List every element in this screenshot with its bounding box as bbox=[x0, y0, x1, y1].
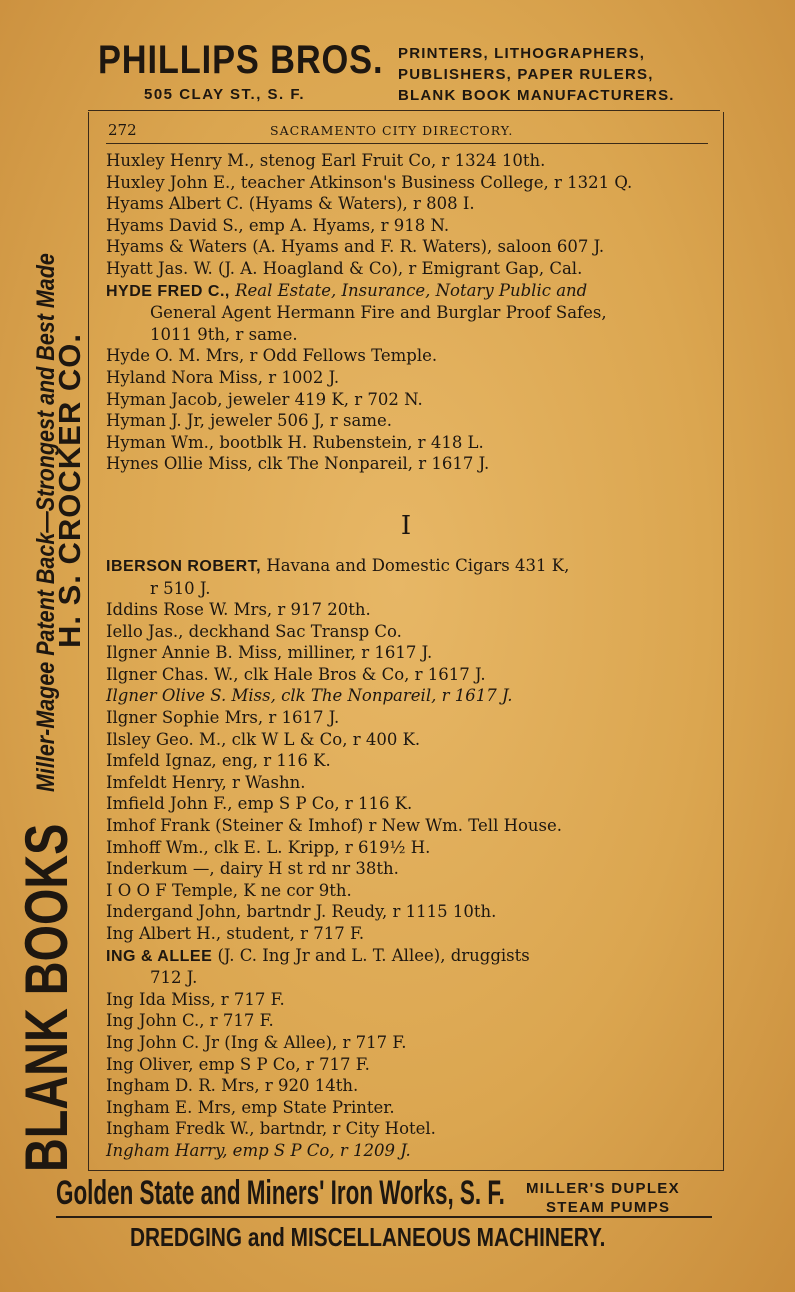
entry-continuation: 712 J. bbox=[150, 968, 198, 988]
directory-entry: Hyman Jacob, jeweler 419 K, r 702 N. bbox=[106, 389, 423, 409]
directory-entry: Imhoff Wm., clk E. L. Kripp, r 619½ H. bbox=[106, 837, 431, 857]
footer-bottom-line: DREDGING and MISCELLANEOUS MACHINERY. bbox=[130, 1222, 606, 1252]
entry-lead-name: HYDE FRED C., bbox=[106, 282, 230, 300]
directory-entry: Indergand John, bartndr J. Reudy, r 1115 10th. bbox=[106, 902, 497, 922]
directory-entry: Ilgner Sophie Mrs, r 1617 J. bbox=[106, 708, 340, 728]
header-address: 505 CLAY ST., S. F. bbox=[144, 86, 306, 103]
entry-lead-name: ING & ALLEE bbox=[106, 947, 213, 965]
entry-text: (J. C. Ing Jr and L. T. Allee), druggists bbox=[212, 945, 530, 965]
directory-entry: Hyland Nora Miss, r 1002 J. bbox=[106, 367, 340, 387]
header-services-line-1: PRINTERS, LITHOGRAPHERS, bbox=[398, 45, 646, 62]
directory-entry: Imfield John F., emp S P Co, r 116 K. bbox=[106, 794, 413, 814]
directory-entry: Ing Oliver, emp S P Co, r 717 F. bbox=[106, 1054, 370, 1074]
entry-continuation: 1011 9th, r same. bbox=[150, 324, 298, 344]
header-divider bbox=[88, 110, 720, 111]
section-letter: I bbox=[400, 510, 412, 541]
directory-entries bbox=[106, 150, 716, 1162]
footer-company: Golden State and Miners' Iron Works, S. F. bbox=[56, 1174, 505, 1212]
directory-entry: Hyde O. M. Mrs, r Odd Fellows Temple. bbox=[106, 346, 438, 366]
directory-entry: Hyams David S., emp A. Hyams, r 918 N. bbox=[106, 215, 450, 235]
directory-entry: Hyams & Waters (A. Hyams and F. R. Waters), saloon 607 J. bbox=[106, 237, 605, 257]
directory-entry: Imhof Frank (Steiner & Imhof) r New Wm. Tell House. bbox=[106, 816, 563, 836]
directory-entry: Imfeld Ignaz, eng, r 116 K. bbox=[106, 751, 331, 771]
directory-entry: Iddins Rose W. Mrs, r 917 20th. bbox=[106, 600, 371, 620]
directory-entry: Huxley Henry M., stenog Earl Fruit Co, r 1324 10th. bbox=[106, 151, 546, 170]
directory-entry: Ingham E. Mrs, emp State Printer. bbox=[106, 1097, 395, 1117]
entry-continuation: r 510 J. bbox=[150, 578, 211, 598]
directory-entry: Ilgner Annie B. Miss, milliner, r 1617 J. bbox=[106, 643, 433, 663]
directory-entry: Ilsley Geo. M., clk W L & Co, r 400 K. bbox=[106, 729, 421, 749]
footer-product-line-2: STEAM PUMPS bbox=[546, 1199, 671, 1216]
header-brand: PHILLIPS BROS. bbox=[98, 38, 384, 82]
directory-entry bbox=[106, 945, 716, 968]
entry-text: Havana and Domestic Cigars 431 K, bbox=[261, 555, 570, 575]
directory-entry: Iello Jas., deckhand Sac Transp Co. bbox=[106, 621, 402, 641]
side-ad-tagline: Miller-Magee Patent Back—Strongest and Best Made bbox=[32, 253, 60, 793]
entry-spacer bbox=[106, 475, 716, 497]
header-services-line-2: PUBLISHERS, PAPER RULERS, bbox=[398, 66, 654, 83]
directory-entry: Hyman Wm., bootblk H. Rubenstein, r 418 L. bbox=[106, 432, 484, 452]
directory-entry: Ing Ida Miss, r 717 F. bbox=[106, 989, 285, 1009]
page-number: 272 bbox=[108, 121, 137, 139]
header-services-line-3: BLANK BOOK MANUFACTURERS. bbox=[398, 87, 675, 104]
directory-entry: Ingham Fredk W., bartndr, r City Hotel. bbox=[106, 1119, 436, 1139]
directory-entry: Hyman J. Jr, jeweler 506 J, r same. bbox=[106, 411, 392, 431]
footer-product-line-1: MILLER'S DUPLEX bbox=[526, 1180, 680, 1197]
directory-entry: Imfeldt Henry, r Washn. bbox=[106, 772, 306, 792]
directory-entry: Huxley John E., teacher Atkinson's Business College, r 1321 Q. bbox=[106, 172, 633, 192]
directory-entry: Ilgner Olive S. Miss, clk The Nonpareil, r 1617 J. bbox=[106, 686, 513, 706]
directory-entry: Ingham D. R. Mrs, r 920 14th. bbox=[106, 1076, 359, 1096]
directory-entry: Hyams Albert C. (Hyams & Waters), r 808 I. bbox=[106, 194, 475, 214]
directory-entry: Ing John C., r 717 F. bbox=[106, 1011, 274, 1031]
directory-entry: Hyatt Jas. W. (J. A. Hoagland & Co), r Emigrant Gap, Cal. bbox=[106, 258, 583, 278]
directory-entry: Ing Albert H., student, r 717 F. bbox=[106, 924, 365, 943]
running-head-divider bbox=[106, 143, 708, 144]
directory-entry: Ilgner Chas. W., clk Hale Bros & Co, r 1617 J. bbox=[106, 664, 486, 684]
directory-entry: I O O F Temple, K ne cor 9th. bbox=[106, 880, 352, 900]
side-ad-company: H. S. CROCKER CO. bbox=[52, 333, 87, 648]
directory-entry bbox=[106, 280, 716, 303]
entry-italic-text: Real Estate, Insurance, Notary Public and bbox=[229, 280, 588, 300]
directory-entry: Inderkum —, dairy H st rd nr 38th. bbox=[106, 859, 399, 879]
directory-entry bbox=[106, 555, 716, 578]
entry-lead-name: IBERSON ROBERT, bbox=[106, 557, 262, 575]
directory-entry: Hynes Ollie Miss, clk The Nonpareil, r 1617 J. bbox=[106, 454, 490, 474]
running-head: SACRAMENTO CITY DIRECTORY. bbox=[270, 123, 514, 138]
entry-continuation: General Agent Hermann Fire and Burglar Proof Safes, bbox=[150, 303, 607, 323]
directory-entry: Ingham Harry, emp S P Co, r 1209 J. bbox=[106, 1140, 411, 1160]
directory-entry: Ing John C. Jr (Ing & Allee), r 717 F. bbox=[106, 1032, 407, 1052]
side-ad-blank-books: BLANK BOOKS bbox=[13, 823, 80, 1172]
footer-divider bbox=[56, 1216, 712, 1218]
